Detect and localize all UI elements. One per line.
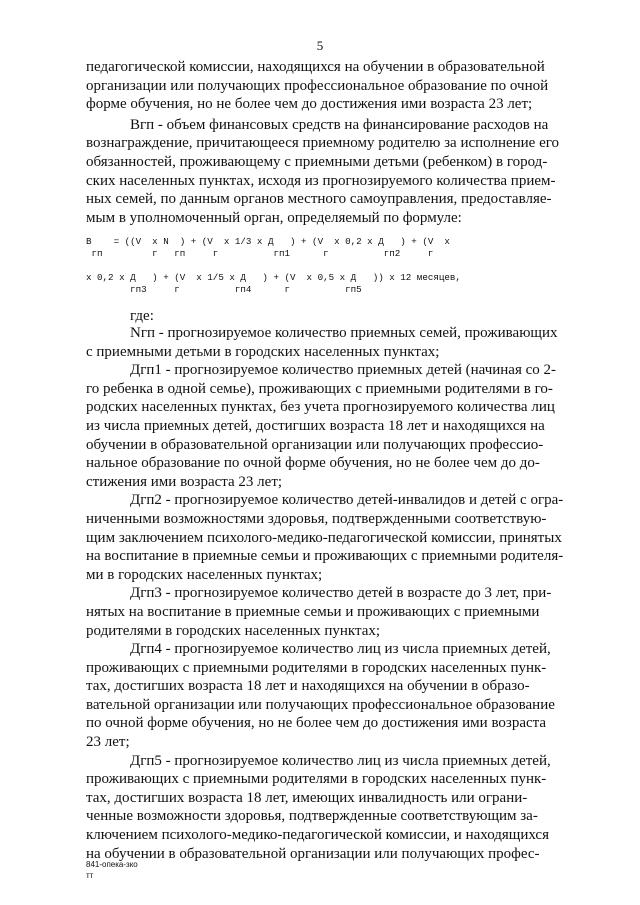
page-number: 5 bbox=[316, 38, 324, 53]
definition-line: ских населенных пунктах, исходя из прогнозируемого количества прием- bbox=[86, 172, 556, 189]
footer-initials: тт bbox=[86, 871, 94, 880]
formula-subscripts: гп3 г гп4 г гп5 bbox=[86, 284, 362, 295]
paragraph-line: нальное образование по очной форме обучения, но не более чем до до- bbox=[86, 455, 540, 472]
paragraph-line: Дгп2 - прогнозируемое количество детей-инвалидов и детей с огра- bbox=[130, 492, 564, 509]
definition-line: Вгп - объем финансовых средств на финансирование расходов на bbox=[130, 116, 549, 133]
paragraph-line: Дгп5 - прогнозируемое количество лиц из числа приемных детей, bbox=[130, 752, 551, 769]
paragraph-line: стижения ими возраста 23 лет; bbox=[86, 473, 283, 490]
paragraph-line: проживающих с приемными родителями в городских населенных пунк- bbox=[86, 659, 547, 676]
definition-line: мым в уполномоченный орган, определяемый по формуле: bbox=[86, 209, 462, 226]
formula-line: В = ((V x N ) + (V x 1/3 x Д ) + (V x 0,2 x Д ) + (V x bbox=[86, 236, 450, 247]
paragraph-line: по очной форме обучения, но не более чем до достижения ими возраста bbox=[86, 715, 547, 732]
definition-line: ных семей, по данным органов местного самоуправления, предоставляе- bbox=[86, 191, 552, 208]
variables-section bbox=[86, 324, 570, 863]
paragraph-line: ниченными возможностями здоровья, подтвержденными соответствую- bbox=[86, 510, 547, 527]
paragraph-line: родителями в городских населенных пунктах; bbox=[86, 622, 381, 639]
where-label: где: bbox=[130, 308, 154, 324]
paragraph-line: нятых на воспитание в приемные семьи и проживающих с приемными bbox=[86, 603, 540, 620]
formula-line: x 0,2 x Д ) + (V x 1/5 x Д ) + (V x 0,5 x Д )) x 12 месяцев, bbox=[86, 272, 461, 283]
paragraph-line: ченные возможности здоровья, подтвержденные соответствующим за- bbox=[86, 808, 538, 825]
paragraph-line: Дгп4 - прогнозируемое количество лиц из числа приемных детей, bbox=[130, 641, 551, 658]
variable-paragraph-n-gp bbox=[86, 324, 570, 361]
paragraph-line: из числа приемных детей, достигших возраста 18 лет и находящихся на bbox=[86, 417, 545, 434]
paragraph-line: ми в городских населенных пунктах; bbox=[86, 566, 323, 583]
paragraph-line: 23 лет; bbox=[86, 734, 130, 751]
variable-paragraph-d-gp2 bbox=[86, 491, 570, 584]
paragraph-line: Дгп1 - прогнозируемое количество приемных детей (начиная со 2- bbox=[130, 362, 556, 379]
intro-section bbox=[86, 58, 570, 227]
paragraph-line: тах, достигших возраста 18 лет и находящихся на обучении в образо- bbox=[86, 678, 530, 695]
intro-line: организации или получающих профессиональное образование по очной bbox=[86, 77, 549, 94]
paragraph-line: го ребенка в одной семье), проживающих с приемными родителями в го- bbox=[86, 380, 553, 397]
intro-line: педагогической комиссии, находящихся на обучении в образовательной bbox=[86, 59, 545, 75]
paragraph-line: Дгп3 - прогнозируемое количество детей в возрасте до 3 лет, при- bbox=[130, 585, 552, 602]
variable-paragraph-d-gp4 bbox=[86, 640, 570, 752]
footer-code: 841-опека-зко bbox=[86, 860, 138, 869]
formula-block bbox=[86, 236, 570, 296]
variable-paragraph-d-gp5 bbox=[86, 752, 570, 864]
paragraph-line: тах, достигших возраста 18 лет, имеющих инвалидность или ограни- bbox=[86, 789, 528, 806]
definition-line: вознаграждение, причитающееся приемному родителю за исполнение его bbox=[86, 135, 560, 152]
paragraph-line: с приемными детьми в городских населенных пунктах; bbox=[86, 343, 440, 360]
definition-line: обязанностей, проживающему с приемными детьми (ребенком) в город- bbox=[86, 153, 548, 170]
variable-paragraph-d-gp1 bbox=[86, 361, 570, 491]
intro-paragraph bbox=[86, 58, 570, 114]
paragraph-line: обучении в образовательной организации или получающих профессио- bbox=[86, 436, 544, 453]
intro-line: форме обучения, но не более чем до достижения ими возраста 23 лет; bbox=[86, 96, 533, 113]
paragraph-line: проживающих с приемными родителями в городских населенных пунк- bbox=[86, 771, 547, 788]
paragraph-line: на воспитание в приемные семьи и проживающих с приемными родителя- bbox=[86, 548, 564, 565]
paragraph-line: родских населенных пунктах, без учета прогнозируемого количества лиц bbox=[86, 399, 555, 416]
footer bbox=[86, 859, 138, 881]
paragraph-line: вательной организации или получающих профессиональное образование bbox=[86, 696, 555, 713]
paragraph-line: щим заключением психолого-медико-педагогической комиссии, принятых bbox=[86, 529, 562, 546]
variable-paragraph-d-gp3 bbox=[86, 584, 570, 640]
paragraph-line: ключением психолого-медико-педагогической комиссии, и находящихся bbox=[86, 827, 549, 844]
formula-gap bbox=[86, 260, 570, 272]
formula-subscripts: гп г гп г гп1 г гп2 г bbox=[86, 248, 434, 259]
paragraph-line: Nгп - прогнозируемое количество приемных семей, проживающих bbox=[130, 325, 558, 341]
paragraph-line: на обучении в образовательной организации или получающих профес- bbox=[86, 845, 540, 862]
definition-paragraph bbox=[86, 116, 570, 228]
